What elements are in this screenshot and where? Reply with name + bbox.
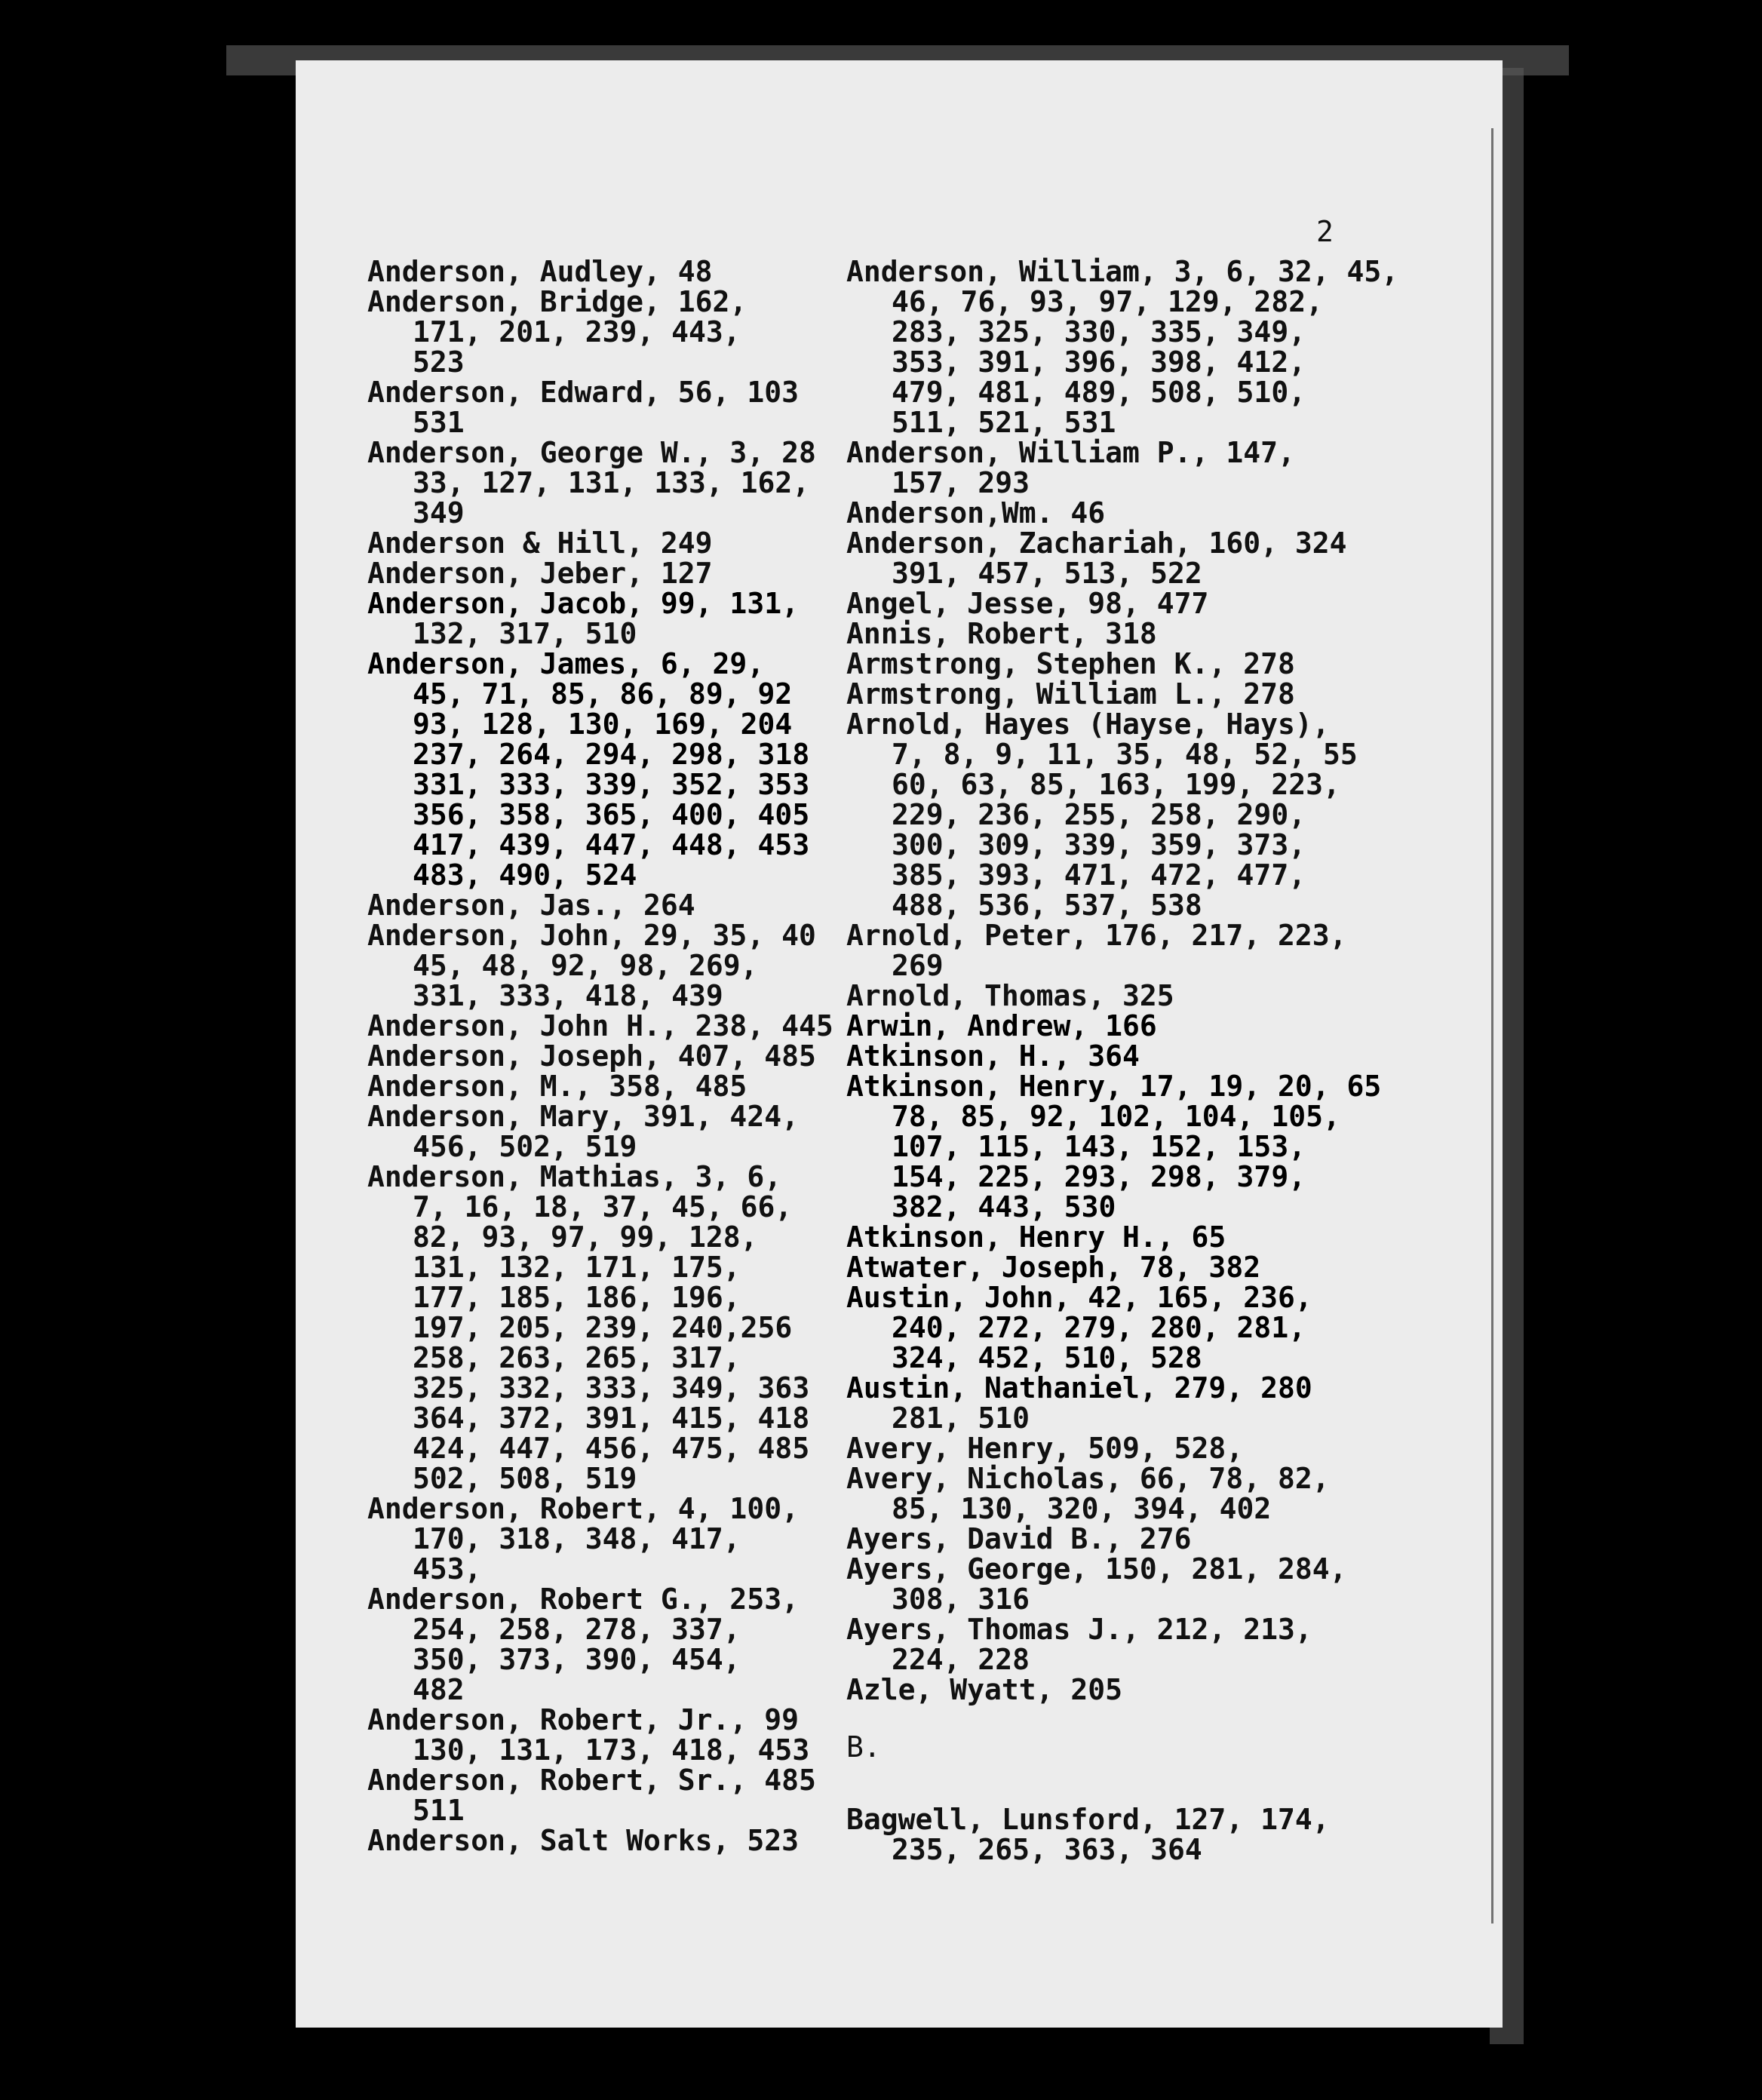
index-entry: Anderson, Joseph, 407, 485 [367, 1039, 816, 1073]
index-entry: Anderson, John, 29, 35, 40 [367, 919, 816, 952]
index-entry-continuation: 300, 309, 339, 359, 373, [892, 828, 1306, 861]
index-entry: Anderson, Zachariah, 160, 324 [846, 527, 1347, 560]
index-entry: Bagwell, Lunsford, 127, 174, [846, 1803, 1330, 1836]
index-entry: Atkinson, Henry, 17, 19, 20, 65 [846, 1070, 1382, 1103]
index-entry-continuation: 130, 131, 173, 418, 453 [413, 1733, 810, 1767]
index-entry-continuation: 483, 490, 524 [413, 858, 637, 892]
index-entry-continuation: 424, 447, 456, 475, 485 [413, 1432, 810, 1465]
index-entry: Anderson, William, 3, 6, 32, 45, [846, 255, 1399, 288]
index-entry: Ayers, George, 150, 281, 284, [846, 1552, 1347, 1586]
index-entry-continuation: 382, 443, 530 [892, 1190, 1116, 1223]
index-entry: Anderson, Bridge, 162, [367, 285, 747, 318]
index-entry: Avery, Nicholas, 66, 78, 82, [846, 1462, 1330, 1495]
index-entry: Annis, Robert, 318 [846, 617, 1157, 650]
index-entry-continuation: 308, 316 [892, 1583, 1030, 1616]
index-entry: Angel, Jesse, 98, 477 [846, 587, 1209, 620]
index-entry-continuation: 45, 48, 92, 98, 269, [413, 949, 758, 982]
index-entry: Arnold, Peter, 176, 217, 223, [846, 919, 1347, 952]
right-index-column [846, 256, 1398, 1865]
index-entry: Anderson, Jeber, 127 [367, 557, 713, 590]
index-entry: Anderson, Robert, Sr., 485 [367, 1764, 816, 1797]
index-entry-continuation: 171, 201, 239, 443, [413, 315, 741, 348]
index-entry: Anderson, Jacob, 99, 131, [367, 587, 799, 620]
index-entry: Anderson, Mathias, 3, 6, [367, 1160, 782, 1193]
index-entry-continuation: 229, 236, 255, 258, 290, [892, 798, 1306, 831]
index-entry-continuation: 391, 457, 513, 522 [892, 557, 1202, 590]
index-entry-continuation: 254, 258, 278, 337, [413, 1613, 741, 1646]
index-entry-continuation: 325, 332, 333, 349, 363 [413, 1371, 810, 1405]
index-entry-continuation: 281, 510 [892, 1402, 1030, 1435]
index-entry-continuation: 93, 128, 130, 169, 204 [413, 708, 793, 741]
index-entry: Austin, John, 42, 165, 236, [846, 1281, 1312, 1314]
index-entry-continuation: 46, 76, 93, 97, 129, 282, [892, 285, 1323, 318]
right-index-b-entries [846, 1804, 1398, 1865]
index-entry-continuation: 324, 452, 510, 528 [892, 1341, 1202, 1374]
index-entry-continuation: 107, 115, 143, 152, 153, [892, 1130, 1306, 1163]
index-entry: Anderson, William P., 147, [846, 436, 1295, 469]
index-entry-continuation: 177, 185, 186, 196, [413, 1281, 741, 1314]
index-entry-continuation: 240, 272, 279, 280, 281, [892, 1311, 1306, 1344]
index-entry-continuation: 479, 481, 489, 508, 510, [892, 376, 1306, 409]
index-entry-continuation: 456, 502, 519 [413, 1130, 637, 1163]
index-entry-continuation: 197, 205, 239, 240,256 [413, 1311, 793, 1344]
index-entry-continuation: 453, [413, 1552, 482, 1586]
index-entry-continuation: 258, 263, 265, 317, [413, 1341, 741, 1374]
index-entry: Anderson, James, 6, 29, [367, 647, 765, 680]
index-page [296, 60, 1503, 2028]
index-entry: Atwater, Joseph, 78, 382 [846, 1251, 1261, 1284]
index-entry-continuation: 154, 225, 293, 298, 379, [892, 1160, 1306, 1193]
section-letter-b: B. [846, 1730, 881, 1764]
index-entry-continuation: 131, 132, 171, 175, [413, 1251, 741, 1284]
index-entry-continuation: 7, 16, 18, 37, 45, 66, [413, 1190, 793, 1223]
index-entry: Arnold, Hayes (Hayse, Hays), [846, 708, 1330, 741]
index-entry: Anderson, M., 358, 485 [367, 1070, 747, 1103]
index-entry: Ayers, Thomas J., 212, 213, [846, 1613, 1312, 1646]
index-entry: Ayers, David B., 276 [846, 1522, 1192, 1555]
index-entry: Anderson, Robert, 4, 100, [367, 1492, 799, 1525]
index-entry-continuation: 78, 85, 92, 102, 104, 105, [892, 1100, 1340, 1133]
index-entry: Atkinson, Henry H., 65 [846, 1220, 1226, 1254]
index-entry-continuation: 482 [413, 1673, 465, 1706]
index-entry-continuation: 364, 372, 391, 415, 418 [413, 1402, 810, 1435]
index-entry-continuation: 502, 508, 519 [413, 1462, 637, 1495]
index-entry-continuation: 170, 318, 348, 417, [413, 1522, 741, 1555]
index-entry-continuation: 511, 521, 531 [892, 406, 1116, 439]
index-entry: Austin, Nathaniel, 279, 280 [846, 1371, 1312, 1405]
index-entry: Atkinson, H., 364 [846, 1039, 1140, 1073]
index-entry-continuation: 7, 8, 9, 11, 35, 48, 52, 55 [892, 738, 1358, 771]
index-entry-continuation: 235, 265, 363, 364 [892, 1833, 1202, 1866]
index-entry-continuation: 331, 333, 418, 439 [413, 979, 723, 1012]
index-entry-continuation: 417, 439, 447, 448, 453 [413, 828, 810, 861]
index-entry-continuation: 60, 63, 85, 163, 199, 223, [892, 768, 1340, 801]
index-entry: Anderson, Jas., 264 [367, 889, 695, 922]
index-entry: Avery, Henry, 509, 528, [846, 1432, 1244, 1465]
index-entry-continuation: 511 [413, 1794, 465, 1827]
index-entry: Anderson, Robert, Jr., 99 [367, 1703, 799, 1736]
index-entry-continuation: 237, 264, 294, 298, 318 [413, 738, 810, 771]
index-entry: Anderson, John H., 238, 445 [367, 1009, 833, 1042]
index-entry: Arnold, Thomas, 325 [846, 979, 1174, 1012]
index-entry: Armstrong, Stephen K., 278 [846, 647, 1295, 680]
index-entry: Azle, Wyatt, 205 [846, 1673, 1123, 1706]
index-entry-continuation: 224, 228 [892, 1643, 1030, 1676]
index-entry: Arwin, Andrew, 166 [846, 1009, 1157, 1042]
index-entry-continuation: 283, 325, 330, 335, 349, [892, 315, 1306, 348]
left-index-column [367, 256, 833, 1856]
index-entry: Anderson,Wm. 46 [846, 496, 1106, 530]
index-entry-continuation: 82, 93, 97, 99, 128, [413, 1220, 758, 1254]
index-entry-continuation: 157, 293 [892, 466, 1030, 499]
index-entry-continuation: 132, 317, 510 [413, 617, 637, 650]
right-index-a-entries [846, 256, 1398, 1705]
index-entry: Anderson, Robert G., 253, [367, 1583, 799, 1616]
index-entry-continuation: 269 [892, 949, 944, 982]
index-entry: Armstrong, William L., 278 [846, 677, 1295, 711]
page-curl-shadow [1491, 128, 1493, 1923]
index-entry-continuation: 350, 373, 390, 454, [413, 1643, 741, 1676]
index-entry-continuation: 349 [413, 496, 465, 530]
index-entry: Anderson, Salt Works, 523 [367, 1824, 799, 1857]
index-entry: Anderson, Edward, 56, 103 [367, 376, 799, 409]
index-entry: Anderson & Hill, 249 [367, 527, 713, 560]
page-number: 2 [1316, 215, 1334, 248]
index-entry-continuation: 353, 391, 396, 398, 412, [892, 345, 1306, 379]
index-entry-continuation: 488, 536, 537, 538 [892, 889, 1202, 922]
index-entry-continuation: 85, 130, 320, 394, 402 [892, 1492, 1272, 1525]
index-entry: Anderson, George W., 3, 28 [367, 436, 816, 469]
index-entry-continuation: 385, 393, 471, 472, 477, [892, 858, 1306, 892]
index-entry-continuation: 33, 127, 131, 133, 162, [413, 466, 810, 499]
index-entry: Anderson, Mary, 391, 424, [367, 1100, 799, 1133]
index-entry-continuation: 523 [413, 345, 465, 379]
index-entry-continuation: 45, 71, 85, 86, 89, 92 [413, 677, 793, 711]
index-entry-continuation: 356, 358, 365, 400, 405 [413, 798, 810, 831]
index-entry-continuation: 531 [413, 406, 465, 439]
index-entry-continuation: 331, 333, 339, 352, 353 [413, 768, 810, 801]
index-entry: Anderson, Audley, 48 [367, 255, 713, 288]
